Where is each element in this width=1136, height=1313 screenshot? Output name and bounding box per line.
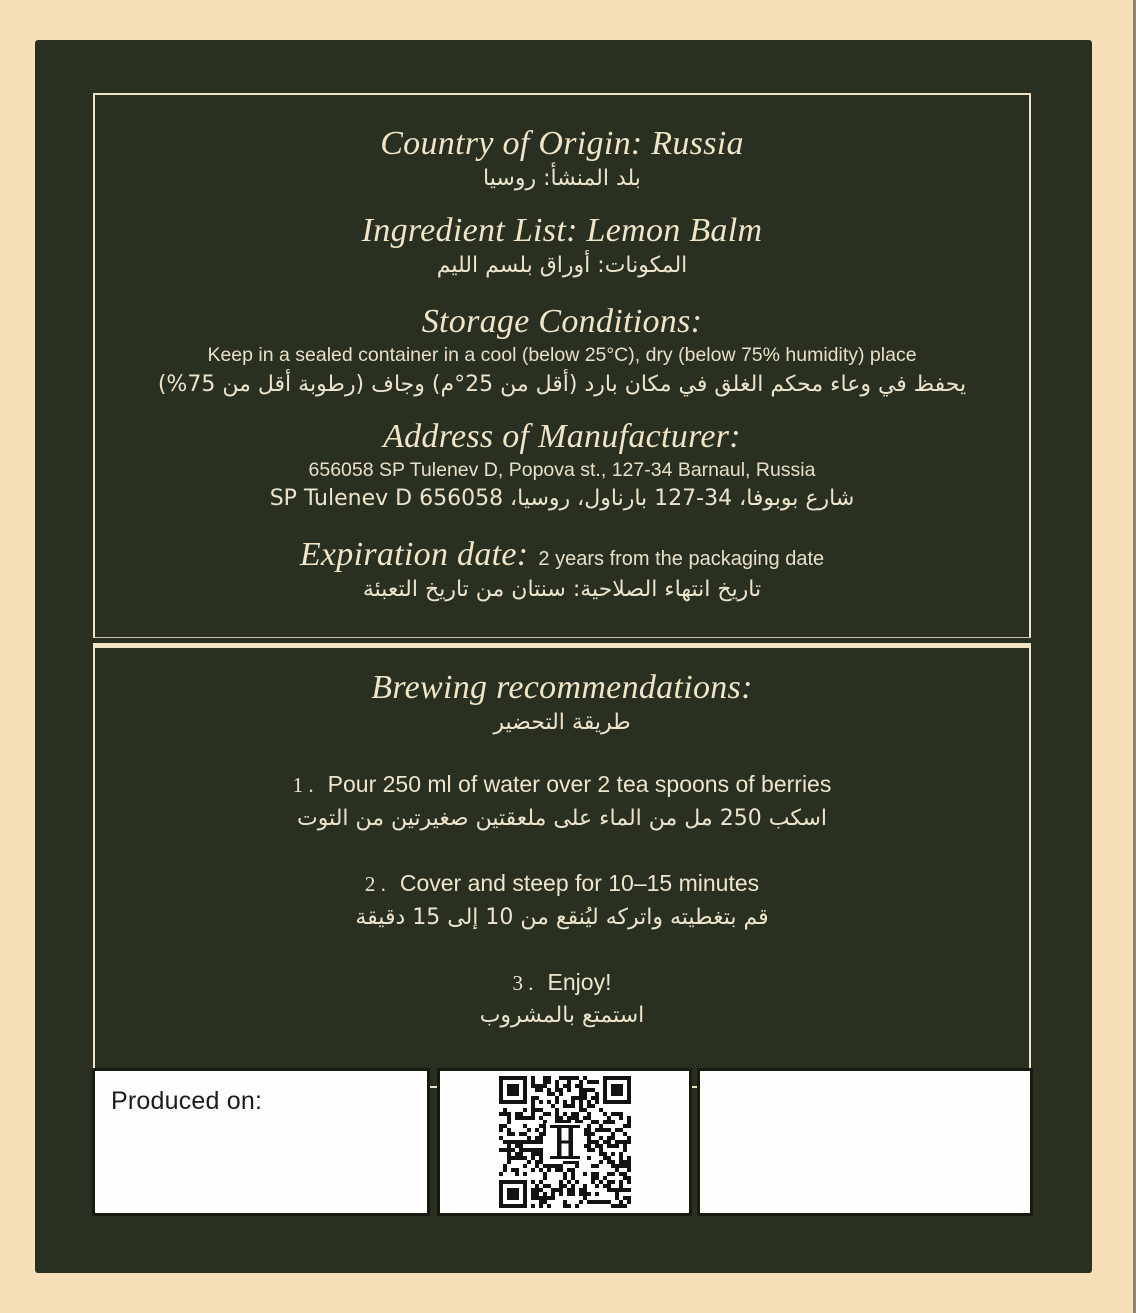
brewing-step-2: [95, 869, 1029, 932]
qr-panel: [437, 1068, 692, 1216]
footer-strip: [35, 1068, 1092, 1216]
brewing-recommendations-box: [93, 643, 1031, 1088]
country-of-origin-heading: Country of Origin: Russia: [380, 125, 744, 162]
brewing-step-1-number: 1 .: [292, 773, 314, 798]
brewing-step-2-text: Cover and steep for 10–15 minutes: [399, 869, 760, 896]
produced-on-label: Produced on:: [111, 1087, 263, 1115]
country-of-origin-group: [95, 124, 1029, 193]
brewing-step-2-number: 2 .: [364, 871, 386, 896]
brewing-heading: Brewing recommendations:: [371, 669, 753, 706]
product-info-box: [93, 93, 1031, 638]
brewing-step-3-text: Enjoy!: [547, 968, 612, 995]
storage-conditions-group: [95, 302, 1029, 398]
expiration-date-heading: [95, 535, 1029, 574]
brewing-heading-group: [95, 668, 1029, 737]
expiration-date-value: 2 years from the packaging date: [538, 548, 825, 571]
expiration-date-title: Expiration date:: [299, 536, 529, 574]
brewing-step-3-arabic: استمتع بالمشروب: [479, 1003, 645, 1029]
storage-conditions-arabic: يحفظ في وعاء محكم الغلق في مكان بارد (أقل من 25‏°م) وجاف (رطوبة أقل من 75‏%): [157, 371, 967, 397]
manufacturer-address-english: 656058 SP Tulenev D, Popova st., 127-34 Barnaul, Russia: [308, 458, 816, 481]
brewing-step-2-arabic: قم بتغطيته واتركه ليُنقع من 10 إلى 15 دقيقة: [355, 904, 769, 930]
brewing-step-2-english: [95, 869, 1029, 898]
storage-conditions-english: Keep in a sealed container in a cool (below 25°C), dry (below 75% humidity) place: [207, 344, 917, 367]
label-card: [35, 40, 1092, 1273]
manufacturer-address-group: [95, 417, 1029, 513]
manufacturer-address-heading: Address of Manufacturer:: [383, 417, 741, 455]
brewing-step-1-text: Pour 250 ml of water over 2 tea spoons of berries: [327, 771, 832, 798]
ingredient-list-group: [95, 211, 1029, 280]
storage-conditions-heading: Storage Conditions:: [421, 303, 703, 341]
blank-panel: [697, 1068, 1033, 1216]
brewing-step-3-number: 3 .: [512, 970, 534, 995]
manufacturer-address-arabic: شارع بوبوفا، 34-127 بارناول، روسيا، 656058 SP Tulenev D: [269, 486, 855, 512]
brewing-step-3-english: [95, 968, 1029, 997]
qr-code: [499, 1076, 631, 1208]
produced-on-panel: [92, 1068, 430, 1216]
ingredient-list-heading: Ingredient List: Lemon Balm: [361, 212, 763, 250]
brewing-step-1: [95, 770, 1029, 833]
brewing-heading-arabic: طريقة التحضير: [493, 710, 631, 736]
expiration-date-group: [95, 535, 1029, 604]
brewing-step-1-arabic: اسكب 250 مل من الماء على ملعقتين صغيرتين من التوت: [296, 805, 828, 831]
brewing-step-1-english: [95, 770, 1029, 799]
expiration-date-arabic: تاريخ انتهاء الصلاحية: سنتان من تاريخ التعبئة: [362, 577, 762, 603]
ingredient-list-arabic: المكونات: أوراق بلسم الليم: [436, 253, 688, 279]
brewing-step-3: [95, 968, 1029, 1031]
country-of-origin-arabic: بلد المنشأ: روسيا: [483, 166, 641, 192]
